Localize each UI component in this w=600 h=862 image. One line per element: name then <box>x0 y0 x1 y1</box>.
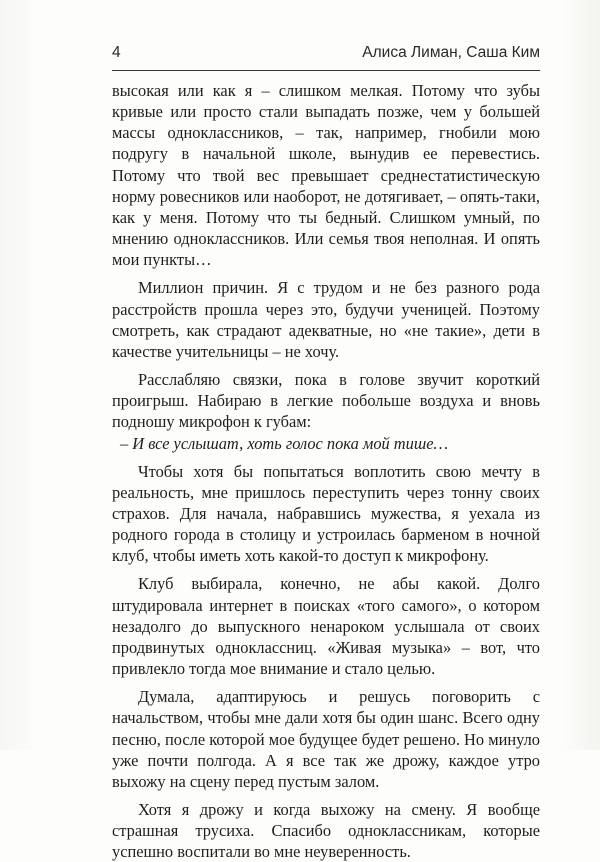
lyric-text: И все услышат, хоть голос пока мой тише… <box>132 433 449 453</box>
italic-lyric-line <box>112 433 540 454</box>
running-head-authors: Алиса Лиман, Саша Ким <box>362 44 540 61</box>
body-text <box>112 80 540 862</box>
page-header <box>112 44 540 70</box>
paragraph: высокая или как я – слишком мелкая. Потому что зубы кривые или просто стали выпадать позже, чем у большей массы одноклассников, – так, например, гнобили мою подругу в начальной школе, вынудив ее перевестись. Потому что твой вес превышает среднестатистическую норму ровесников или наоборот, не дотягивает, – опять-таки, как у меня. Потому что ты бедный. Слишком умный, по мнению одноклассников. Или семья твоя неполная. И опять мои пункты… <box>112 81 540 270</box>
paragraph: Думала, адаптируюсь и решусь поговорить с начальством, чтобы мне дали хотя бы один шанс. Всего одну песню, после которой мое будущее будет решено. Но минуло уже почти полгода. А я все так же дрожу, каждое утро выхожу на сцену перед пустым залом. <box>112 687 540 791</box>
paragraph: Хотя я дрожу и когда выхожу на смену. Я вообще страшная трусиха. Спасибо одноклассникам, которые успешно воспитали во мне неуверенность. <box>112 800 540 862</box>
paragraph: Клуб выбирала, конечно, не абы какой. Долго штудировала интернет в поисках «того самого», о котором незадолго до выпускного ненароком услышала от своих продвинутых одноклассниц. «Живая музыка» – вот, что привлекло тогда мое внимание и стало целью. <box>112 574 540 679</box>
em-dash: – <box>120 433 133 453</box>
paragraph: Расслабляю связки, пока в голове звучит короткий проигрыш. Набираю в легкие побольше воздуха и вновь подношу микрофон к губам: <box>112 370 540 432</box>
paragraph: Чтобы хотя бы попытаться воплотить свою мечту в реальность, мне пришлось переступить через тонну своих страхов. Для начала, набравшись мужества, я уехала из родного города в столицу и устроилась барменом в ночной клуб, чтобы иметь хоть какой-то доступ к микрофону. <box>112 461 540 566</box>
page-number: 4 <box>112 44 121 61</box>
paragraph: Миллион причин. Я с трудом и не без разного рода расстройств прошла через это, будучи ученицей. Поэтому смотреть, как страдают адекватные, но «не такие», дети в качестве учительницы – не хочу. <box>112 278 540 361</box>
header-rule <box>112 70 540 71</box>
